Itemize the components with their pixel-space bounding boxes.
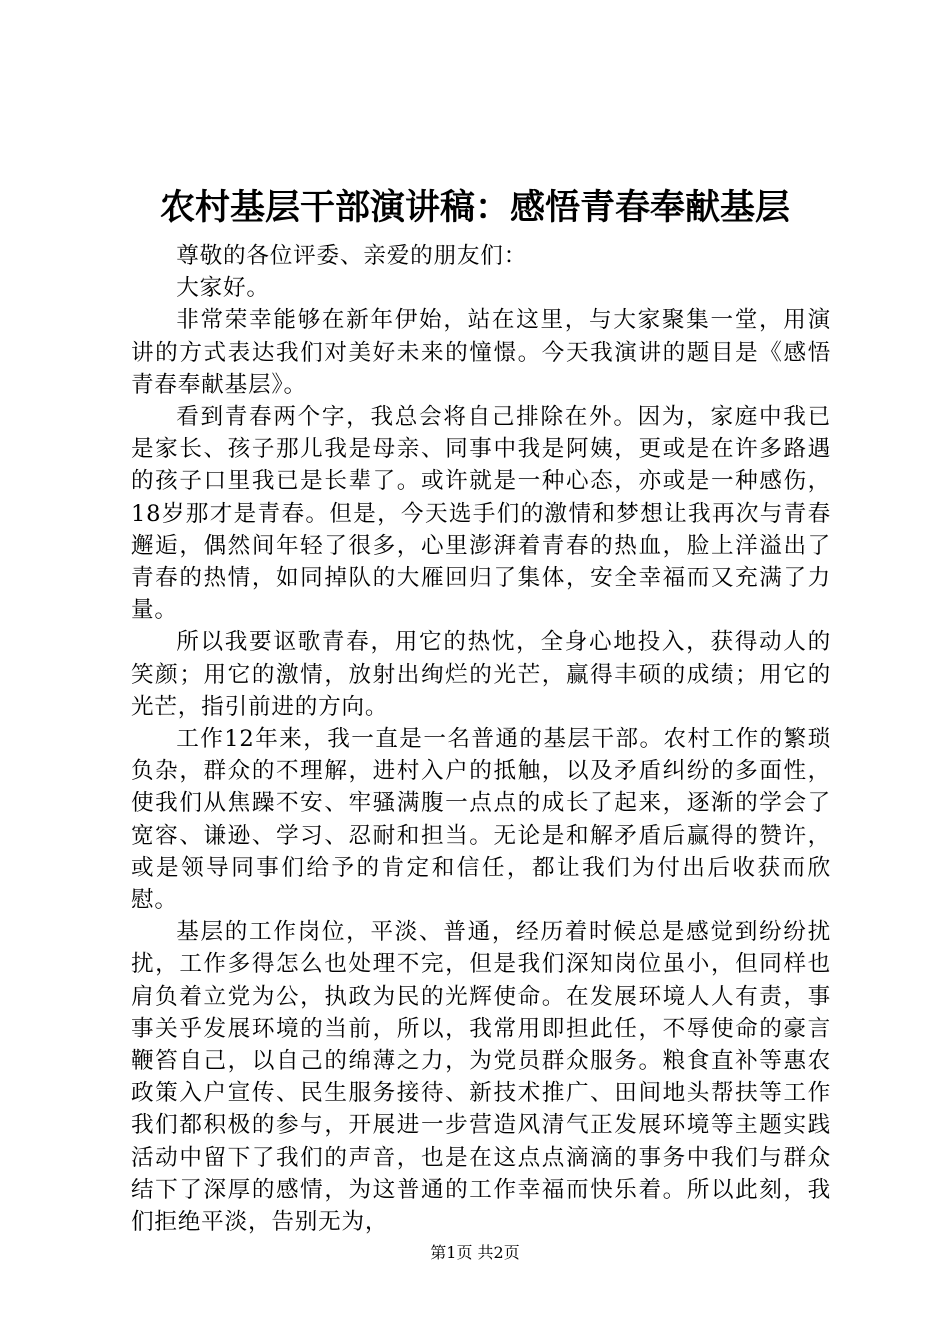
body-paragraph: 所以我要讴歌青春，用它的热忱，全身心地投入，获得动人的笑颜；用它的激情，放射出绚烂的光芒，赢得丰硕的成绩；用它的光芒，指引前进的方向。 bbox=[131, 629, 831, 720]
page-number-footer: 第1页 共2页 bbox=[430, 1243, 520, 1262]
body-paragraph: 工作12年来，我一直是一名普通的基层干部。农村工作的繁琐负杂，群众的不理解，进村入户的抵触，以及矛盾纠纷的多面性，使我们从焦躁不安、牢骚满腹一点点的成长了起来，逐渐的学会了宽容、谦逊、学习、忍耐和担当。无论是和解矛盾后赢得的赞许，或是领导同事们给予的肯定和信任，都让我们为付出后收获而欣慰。 bbox=[131, 726, 831, 914]
salutation-paragraph: 尊敬的各位评委、亲爱的朋友们： bbox=[176, 243, 528, 269]
body-paragraph: 非常荣幸能够在新年伊始，站在这里，与大家聚集一堂，用演讲的方式表达我们对美好未来的憧憬。今天我演讲的题目是《感悟青春奉献基层》。 bbox=[131, 307, 831, 398]
body-paragraph: 看到青春两个字，我总会将自己排除在外。因为，家庭中我已是家长、孩子那儿我是母亲、同事中我是阿姨，更或是在许多路遇的孩子口里我已是长辈了。或许就是一种心态，亦或是一种感伤，18岁那才是青春。但是，今天选手们的激情和梦想让我再次与青春邂逅，偶然间年轻了很多，心里澎湃着青春的热血，脸上洋溢出了青春的热情，如同掉队的大雁回归了集体，安全幸福而又充满了力量。 bbox=[131, 404, 831, 624]
document-body bbox=[131, 240, 831, 1238]
greeting-paragraph: 大家好。 bbox=[176, 275, 270, 302]
document-title: 农村基层干部演讲稿：感悟青春奉献基层 bbox=[159, 188, 790, 228]
body-paragraph: 基层的工作岗位，平淡、普通，经历着时候总是感觉到纷纷扰扰，工作多得怎么也处理不完，但是我们深知岗位虽小，但同样也肩负着立党为公，执政为民的光辉使命。在发展环境人人有责，事事关乎发展环境的当前，所以，我常用即担此任，不辱使命的豪言鞭笞自己，以自己的绵薄之力，为党员群众服务。粮食直补等惠农政策入户宣传、民生服务接待、新技术推广、田间地头帮扶等工作我们都积极的参与，开展进一步营造风清气正发展环境等主题实践活动中留下了我们的声音，也是在这点点滴滴的事务中我们与群众结下了深厚的感情，为这普通的工作幸福而快乐着。所以此刻，我们拒绝平淡，告别无为， bbox=[131, 919, 831, 1236]
